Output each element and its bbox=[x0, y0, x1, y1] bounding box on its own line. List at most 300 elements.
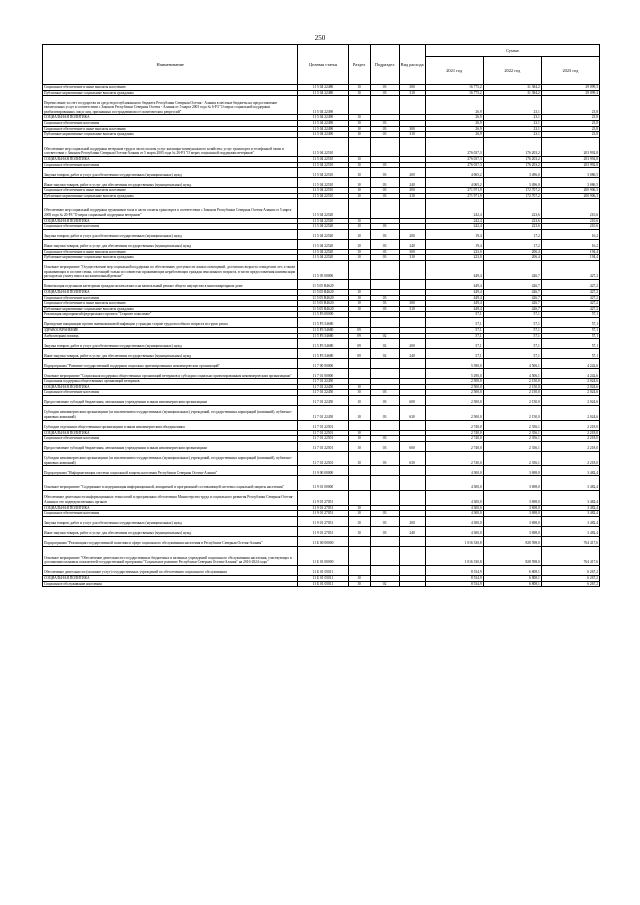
cell-code: 11 5 05 00000 bbox=[298, 260, 348, 279]
table-row bbox=[43, 451, 600, 466]
cell-y3: 427,2 bbox=[541, 301, 599, 307]
cell-kind bbox=[399, 536, 425, 546]
cell-y3: 2 024,6 bbox=[541, 406, 599, 421]
cell-y3: 3 482,4 bbox=[541, 526, 599, 536]
cell-name: ЗДРАВООХРАНЕНИЕ bbox=[43, 328, 298, 334]
cell-sec: 10 bbox=[348, 526, 370, 536]
cell-y2: 17,2 bbox=[483, 239, 541, 249]
cell-y1: 5 290,0 bbox=[425, 369, 483, 379]
cell-sec: 10 bbox=[348, 218, 370, 224]
header-year-3: 2023 год bbox=[541, 57, 599, 85]
cell-kind bbox=[399, 318, 425, 328]
cell-kind: 300 bbox=[399, 126, 425, 132]
cell-y2: 17,2 bbox=[483, 229, 541, 239]
cell-name: Социальное обеспечение населения bbox=[43, 295, 298, 301]
cell-sec bbox=[348, 565, 370, 575]
cell-name: Публичные нормативные социальные выплаты гражданам bbox=[43, 306, 298, 312]
cell-code: 11 7 01 22501 bbox=[298, 436, 348, 442]
cell-y2: 3 698,0 bbox=[483, 511, 541, 517]
cell-y1: 57,1 bbox=[425, 328, 483, 334]
cell-code: 11 Б 01 05011 bbox=[298, 581, 348, 587]
table-row bbox=[43, 178, 600, 188]
cell-name: Социальное обеспечение населения bbox=[43, 511, 298, 517]
header-sum: Сумма bbox=[425, 45, 599, 57]
cell-y2: 57,1 bbox=[483, 318, 541, 328]
cell-kind: 300 bbox=[399, 249, 425, 255]
cell-kind bbox=[399, 565, 425, 575]
cell-y1: 271 971,9 bbox=[425, 193, 483, 199]
cell-y2: 57,1 bbox=[483, 349, 541, 359]
cell-y2: 3 698,0 bbox=[483, 526, 541, 536]
cell-y3: 3 482,4 bbox=[541, 511, 599, 517]
cell-kind: 300 bbox=[399, 188, 425, 194]
cell-code: 11 5 04 22490 bbox=[298, 115, 348, 121]
table-row bbox=[43, 260, 600, 279]
cell-y3: 2 024,6 bbox=[541, 396, 599, 406]
cell-kind bbox=[399, 369, 425, 379]
cell-code: 11 5 P3 00000 bbox=[298, 312, 348, 318]
cell-code: 11 5 04 22490 bbox=[298, 96, 348, 115]
cell-kind bbox=[399, 490, 425, 505]
cell-kind: 310 bbox=[399, 132, 425, 138]
cell-sec: 10 bbox=[348, 255, 370, 261]
cell-name: СОЦИАЛЬНАЯ ПОЛИТИКА bbox=[43, 115, 298, 121]
cell-y1: 223,0 bbox=[425, 255, 483, 261]
cell-y1: 57,1 bbox=[425, 318, 483, 328]
cell-y3: 3 482,4 bbox=[541, 505, 599, 511]
cell-y2: 2 356,1 bbox=[483, 436, 541, 442]
cell-kind bbox=[399, 581, 425, 587]
cell-y2: 31 384,2 bbox=[483, 85, 541, 91]
cell-y1: 26,9 bbox=[425, 132, 483, 138]
table-row bbox=[43, 526, 600, 536]
cell-y3: 2 218,0 bbox=[541, 430, 599, 436]
cell-sec: 10 bbox=[348, 575, 370, 581]
cell-code: 11 7 01 22501 bbox=[298, 451, 348, 466]
cell-y3: 3 482,4 bbox=[541, 516, 599, 526]
cell-y3: 427,2 bbox=[541, 280, 599, 290]
cell-y2: 57,1 bbox=[483, 328, 541, 334]
cell-sec: 10 bbox=[348, 384, 370, 390]
cell-y2: 2 356,1 bbox=[483, 420, 541, 430]
cell-y3: 2 024,6 bbox=[541, 390, 599, 396]
cell-sub bbox=[370, 476, 399, 491]
cell-sub bbox=[370, 420, 399, 430]
table-row bbox=[43, 490, 600, 505]
cell-y1: 16 775,2 bbox=[425, 90, 483, 96]
table-row bbox=[43, 476, 600, 491]
cell-kind bbox=[399, 420, 425, 430]
cell-code: 11 5 04 22510 bbox=[298, 178, 348, 188]
cell-y2: 6 808,1 bbox=[483, 575, 541, 581]
cell-sec: 10 bbox=[348, 390, 370, 396]
table-row bbox=[43, 349, 600, 359]
cell-y1: 276 037,3 bbox=[425, 162, 483, 168]
table-row bbox=[43, 581, 600, 587]
cell-code: 11 9 00 00000 bbox=[298, 466, 348, 476]
cell-name: СОЦИАЛЬНАЯ ПОЛИТИКА bbox=[43, 290, 298, 296]
cell-sec: 10 bbox=[348, 301, 370, 307]
cell-code: 11 Б 00 00000 bbox=[298, 536, 348, 546]
cell-sub bbox=[370, 536, 399, 546]
cell-y1: 4 300,0 bbox=[425, 490, 483, 505]
cell-code: 11 5 04 22510 bbox=[298, 168, 348, 178]
cell-y3: 2 024,6 bbox=[541, 379, 599, 385]
cell-y1: 242,4 bbox=[425, 224, 483, 230]
cell-sub: 03 bbox=[370, 390, 399, 396]
cell-sub: 03 bbox=[370, 301, 399, 307]
cell-y3: 200 906,3 bbox=[541, 188, 599, 194]
cell-name: Проведение вакцинации против пневмококковой инфекции у граждан старше трудоспособного возраста из групп риска bbox=[43, 318, 298, 328]
cell-name: Социальное обеспечение и иные выплаты населению bbox=[43, 301, 298, 307]
cell-sub bbox=[370, 318, 399, 328]
cell-sub bbox=[370, 280, 399, 290]
cell-sub: 03 bbox=[370, 441, 399, 451]
cell-y1: 2 740,0 bbox=[425, 451, 483, 466]
cell-sec: 10 bbox=[348, 290, 370, 296]
cell-name: Публичные нормативные социальные выплаты гражданам bbox=[43, 90, 298, 96]
cell-y2: 57,1 bbox=[483, 339, 541, 349]
cell-sub bbox=[370, 369, 399, 379]
table-row bbox=[43, 137, 600, 156]
cell-y2: 426,7 bbox=[483, 301, 541, 307]
cell-name: Закупка товаров, работ и услуг для обеспечения государственных (муниципальных) нужд bbox=[43, 229, 298, 239]
table-row bbox=[43, 406, 600, 421]
cell-kind: 300 bbox=[399, 85, 425, 91]
cell-sub: 03 bbox=[370, 249, 399, 255]
cell-sec bbox=[348, 359, 370, 369]
cell-code: 11 5 P3 54680 bbox=[298, 349, 348, 359]
cell-code: 11 9 01 00000 bbox=[298, 476, 348, 491]
table-row bbox=[43, 318, 600, 328]
cell-y1: 57,1 bbox=[425, 312, 483, 318]
cell-name: Закупка товаров, работ и услуг для обеспечения государственных (муниципальных) нужд bbox=[43, 339, 298, 349]
cell-y2: 172 707,2 bbox=[483, 193, 541, 199]
cell-sec: 10 bbox=[348, 295, 370, 301]
cell-y2: 3 496,0 bbox=[483, 168, 541, 178]
page-number: 250 bbox=[314, 34, 326, 42]
cell-y3: 210,6 bbox=[541, 224, 599, 230]
cell-name: Амбулаторная помощь bbox=[43, 333, 298, 339]
cell-name: СОЦИАЛЬНАЯ ПОЛИТИКА bbox=[43, 575, 298, 581]
cell-y2: 426,7 bbox=[483, 260, 541, 279]
cell-kind: 300 bbox=[399, 301, 425, 307]
cell-sec: 09 bbox=[348, 339, 370, 349]
cell-code: 11 5 04 22490 bbox=[298, 126, 348, 132]
cell-name: Публичные нормативные социальные выплаты гражданам bbox=[43, 132, 298, 138]
cell-y2: 2 150,0 bbox=[483, 384, 541, 390]
cell-y2: 2 356,1 bbox=[483, 430, 541, 436]
cell-sub: 03 bbox=[370, 511, 399, 517]
cell-code: 11 5 04 22520 bbox=[298, 229, 348, 239]
cell-y2: 828 598,0 bbox=[483, 546, 541, 565]
cell-code: 11 7 01 22450 bbox=[298, 384, 348, 390]
cell-kind bbox=[399, 546, 425, 565]
cell-sec: 10 bbox=[348, 430, 370, 436]
cell-y2: 223,6 bbox=[483, 218, 541, 224]
cell-name: Закупка товаров, работ и услуг для обеспечения государственных (муниципальных) нужд bbox=[43, 168, 298, 178]
cell-sub: 02 bbox=[370, 333, 399, 339]
cell-name: Иные закупки товаров, работ и услуг для обеспечения государственных (муниципальных) нужд bbox=[43, 178, 298, 188]
cell-name: СОЦИАЛЬНАЯ ПОЛИТИКА bbox=[43, 430, 298, 436]
cell-kind: 630 bbox=[399, 451, 425, 466]
cell-y2: 2 356,1 bbox=[483, 441, 541, 451]
cell-sec bbox=[348, 280, 370, 290]
cell-code: 11 9 01 27051 bbox=[298, 505, 348, 511]
cell-sec bbox=[348, 546, 370, 565]
cell-kind: 600 bbox=[399, 441, 425, 451]
cell-y1: 2 500,0 bbox=[425, 379, 483, 385]
cell-sec bbox=[348, 536, 370, 546]
cell-sec: 10 bbox=[348, 396, 370, 406]
cell-sec bbox=[348, 490, 370, 505]
cell-code: 11 7 01 22450 bbox=[298, 396, 348, 406]
cell-y2: 176 203,2 bbox=[483, 137, 541, 156]
cell-name: Закупка товаров, работ и услуг для обеспечения государственных (муниципальных) нужд bbox=[43, 516, 298, 526]
cell-y1: 449,4 bbox=[425, 290, 483, 296]
cell-name: Предоставление субсидий бюджетным, автономным учреждениям и иным некоммерческим организациям bbox=[43, 441, 298, 451]
cell-y3: 57,1 bbox=[541, 349, 599, 359]
cell-y2: 2 150,0 bbox=[483, 390, 541, 396]
cell-name: Обеспечение деятельности (оказание услуг) государственных учреждений по обеспечению социального обслуживания bbox=[43, 565, 298, 575]
cell-y2: 3 698,0 bbox=[483, 490, 541, 505]
table-row bbox=[43, 96, 600, 115]
cell-code: 11 9 01 27051 bbox=[298, 511, 348, 517]
table-row bbox=[43, 199, 600, 218]
cell-y3: 23,8 bbox=[541, 132, 599, 138]
cell-y2: 223,6 bbox=[483, 224, 541, 230]
cell-sub: 03 bbox=[370, 90, 399, 96]
cell-y3: 57,1 bbox=[541, 339, 599, 349]
cell-kind: 630 bbox=[399, 406, 425, 421]
cell-sec: 10 bbox=[348, 162, 370, 168]
cell-kind: 240 bbox=[399, 526, 425, 536]
cell-y3: 6 267,2 bbox=[541, 581, 599, 587]
cell-y2: 3 496,0 bbox=[483, 178, 541, 188]
cell-sec bbox=[348, 199, 370, 218]
cell-sub: 03 bbox=[370, 406, 399, 421]
cell-y3: 200 906,3 bbox=[541, 193, 599, 199]
cell-code: 11 5 05 R4620 bbox=[298, 301, 348, 307]
cell-kind: 600 bbox=[399, 396, 425, 406]
cell-name: Основное мероприятие "Содержание и модернизация информационной, аппаратной и программной составляющей системы социальной защиты населения" bbox=[43, 476, 298, 491]
cell-y3: 4 242,6 bbox=[541, 369, 599, 379]
cell-sec: 10 bbox=[348, 126, 370, 132]
cell-kind: 200 bbox=[399, 516, 425, 526]
budget-table bbox=[42, 44, 600, 587]
cell-kind: 200 bbox=[399, 168, 425, 178]
cell-sec: 10 bbox=[348, 516, 370, 526]
cell-name: Основное мероприятие "Социальная поддержка общественных организаций ветеранов и субсидии социально ориентированным некоммерческим организациям" bbox=[43, 369, 298, 379]
cell-kind: 200 bbox=[399, 229, 425, 239]
cell-y1: 26,9 bbox=[425, 126, 483, 132]
cell-y1: 26,9 bbox=[425, 120, 483, 126]
cell-y1: 449,4 bbox=[425, 280, 483, 290]
cell-y3: 16,2 bbox=[541, 239, 599, 249]
cell-code: 11 5 P3 54680 bbox=[298, 318, 348, 328]
cell-name: Социальное обеспечение населения bbox=[43, 224, 298, 230]
cell-y1: 449,4 bbox=[425, 301, 483, 307]
cell-sub: 02 bbox=[370, 349, 399, 359]
cell-sub: 03 bbox=[370, 168, 399, 178]
cell-y2: 3 698,0 bbox=[483, 505, 541, 511]
cell-y1: 5 390,0 bbox=[425, 359, 483, 369]
cell-y1: 276 037,3 bbox=[425, 156, 483, 162]
cell-y3: 29 099,3 bbox=[541, 85, 599, 91]
cell-name: Подпрограмма "Реализация государственной политики в сфере социального обслуживания населения в Республике Северная Осетия-Алания" bbox=[43, 536, 298, 546]
cell-sec: 10 bbox=[348, 249, 370, 255]
cell-y2: 206,4 bbox=[483, 249, 541, 255]
cell-name: Подпрограмма "Информатизация системы социальной защиты населения Республики Северная Осетия-Алания" bbox=[43, 466, 298, 476]
cell-code: 11 5 04 22510 bbox=[298, 188, 348, 194]
cell-code: 11 7 01 22501 bbox=[298, 430, 348, 436]
cell-code: 11 5 04 22510 bbox=[298, 193, 348, 199]
cell-y1: 4 065,2 bbox=[425, 168, 483, 178]
cell-y3: 194,4 bbox=[541, 249, 599, 255]
cell-code: 11 5 P3 54680 bbox=[298, 328, 348, 334]
cell-y3: 23,8 bbox=[541, 126, 599, 132]
cell-code: 11 5 05 R4620 bbox=[298, 295, 348, 301]
cell-y1: 271 971,9 bbox=[425, 188, 483, 194]
cell-kind bbox=[399, 199, 425, 218]
cell-y3: 3 086,5 bbox=[541, 178, 599, 188]
cell-sub: 03 bbox=[370, 178, 399, 188]
cell-name: Иные закупки товаров, работ и услуг для обеспечения государственных (муниципальных) нужд bbox=[43, 239, 298, 249]
cell-sub bbox=[370, 260, 399, 279]
cell-sub: 03 bbox=[370, 188, 399, 194]
cell-kind bbox=[399, 476, 425, 491]
cell-sec bbox=[348, 137, 370, 156]
cell-y1: 57,1 bbox=[425, 339, 483, 349]
cell-name: Субсидии некоммерческим организациям (за исключением государственных (муниципальных) учреждений, государственных корпораций (компаний), публично-правовых компаний) bbox=[43, 406, 298, 421]
cell-y1: 19,4 bbox=[425, 239, 483, 249]
cell-sec: 10 bbox=[348, 156, 370, 162]
cell-y3: 2 024,6 bbox=[541, 384, 599, 390]
cell-name: Социальное обеспечение населения bbox=[43, 436, 298, 442]
cell-y3: 3 482,4 bbox=[541, 466, 599, 476]
cell-sec: 10 bbox=[348, 306, 370, 312]
cell-name: Основное мероприятие "Осуществление мер социальной поддержки по обеспечению доступности жилых помещений, достигших возраста семидесяти лет, а также проживающих в составе семьи, состоящей только из совместно проживающих неработающих граждан пенсионного возраста, в части предоставления компенсации расходов на уплату взноса на капитальный ремонт" bbox=[43, 260, 298, 279]
header-kind: Вид расхода bbox=[399, 45, 425, 85]
cell-sub: 03 bbox=[370, 239, 399, 249]
cell-sub: 03 bbox=[370, 132, 399, 138]
cell-y1: 8 534,9 bbox=[425, 565, 483, 575]
cell-y1: 2 500,0 bbox=[425, 406, 483, 421]
header-name: Наименование bbox=[43, 45, 298, 85]
cell-code: 11 5 04 22520 bbox=[298, 255, 348, 261]
cell-y2: 4 506,1 bbox=[483, 369, 541, 379]
cell-sec: 10 bbox=[348, 406, 370, 421]
cell-code: 11 5 04 22510 bbox=[298, 162, 348, 168]
cell-sub: 03 bbox=[370, 120, 399, 126]
cell-y1: 2 740,0 bbox=[425, 430, 483, 436]
cell-y1: 449,4 bbox=[425, 295, 483, 301]
cell-code: 11 5 04 22510 bbox=[298, 137, 348, 156]
cell-name: Обеспечение деятельности информационных технологий и программных обеспечения Министерства труда и социального развития Республики Северная Осетия-Алания и его подведомственных органов bbox=[43, 490, 298, 505]
cell-y2: 426,7 bbox=[483, 295, 541, 301]
cell-name: Субсидии некоммерческим организациям (за исключением государственных (муниципальных) учреждений, государственных корпораций (компаний), публично-правовых компаний) bbox=[43, 451, 298, 466]
cell-sec: 10 bbox=[348, 178, 370, 188]
cell-name: Иные закупки товаров, работ и услуг для обеспечения государственных (муниципальных) нужд bbox=[43, 349, 298, 359]
cell-y2: 2 150,0 bbox=[483, 396, 541, 406]
cell-y2: 23,1 bbox=[483, 120, 541, 126]
cell-y2: 2 150,0 bbox=[483, 379, 541, 385]
cell-sec: 10 bbox=[348, 132, 370, 138]
cell-sec: 09 bbox=[348, 333, 370, 339]
cell-name: Социальная поддержка общественных организаций ветеранов bbox=[43, 379, 298, 385]
cell-y1: 223,0 bbox=[425, 249, 483, 255]
cell-y2: 2 356,1 bbox=[483, 451, 541, 466]
table-row bbox=[43, 516, 600, 526]
cell-y3: 3 482,4 bbox=[541, 490, 599, 505]
cell-y1: 1 016 330,8 bbox=[425, 536, 483, 546]
cell-y1: 57,1 bbox=[425, 333, 483, 339]
cell-sub: 02 bbox=[370, 339, 399, 349]
header-subsection: Подраздел bbox=[370, 45, 399, 85]
cell-y2: 6 808,1 bbox=[483, 565, 541, 575]
cell-y3: 4 242,6 bbox=[541, 359, 599, 369]
cell-kind: 240 bbox=[399, 239, 425, 249]
cell-y2: 206,4 bbox=[483, 255, 541, 261]
cell-y1: 2 500,0 bbox=[425, 396, 483, 406]
cell-name: Предоставление субсидий бюджетным, автономным учреждениям и иным некоммерческим организациям bbox=[43, 396, 298, 406]
cell-sec bbox=[348, 260, 370, 279]
cell-sub bbox=[370, 199, 399, 218]
cell-sec: 10 bbox=[348, 188, 370, 194]
cell-name: СОЦИАЛЬНАЯ ПОЛИТИКА bbox=[43, 218, 298, 224]
cell-y3: 57,1 bbox=[541, 318, 599, 328]
table-row bbox=[43, 229, 600, 239]
cell-sec: 09 bbox=[348, 328, 370, 334]
cell-y3: 427,2 bbox=[541, 306, 599, 312]
cell-sec: 10 bbox=[348, 85, 370, 91]
header-year-1: 2021 год bbox=[425, 57, 483, 85]
cell-y2: 57,1 bbox=[483, 333, 541, 339]
cell-y3: 23,8 bbox=[541, 120, 599, 126]
cell-code: 11 Б 01 00000 bbox=[298, 546, 348, 565]
cell-y3: 194,4 bbox=[541, 255, 599, 261]
cell-code: 11 9 01 27051 bbox=[298, 516, 348, 526]
cell-name: СОЦИАЛЬНАЯ ПОЛИТИКА bbox=[43, 505, 298, 511]
cell-kind: 310 bbox=[399, 255, 425, 261]
cell-sub bbox=[370, 546, 399, 565]
cell-y2: 23,1 bbox=[483, 115, 541, 121]
header-code: Целевая статья bbox=[298, 45, 348, 85]
cell-y1: 8 534,9 bbox=[425, 581, 483, 587]
cell-y3: 427,2 bbox=[541, 260, 599, 279]
cell-y3: 16,2 bbox=[541, 229, 599, 239]
cell-sec: 10 bbox=[348, 224, 370, 230]
cell-y2: 828 598,0 bbox=[483, 536, 541, 546]
cell-y1: 16 775,2 bbox=[425, 85, 483, 91]
cell-sec: 10 bbox=[348, 168, 370, 178]
cell-y3: 23,8 bbox=[541, 115, 599, 121]
cell-y1: 242,4 bbox=[425, 199, 483, 218]
cell-code: 11 5 P3 54680 bbox=[298, 333, 348, 339]
cell-y3: 2 218,0 bbox=[541, 436, 599, 442]
cell-name: СОЦИАЛЬНАЯ ПОЛИТИКА bbox=[43, 156, 298, 162]
cell-name: Социальное обеспечение и иные выплаты населению bbox=[43, 85, 298, 91]
cell-kind: 310 bbox=[399, 90, 425, 96]
cell-name: Иные закупки товаров, работ и услуг для обеспечения государственных (муниципальных) нужд bbox=[43, 526, 298, 536]
cell-y3: 2 218,0 bbox=[541, 441, 599, 451]
cell-code: 11 5 04 22490 bbox=[298, 120, 348, 126]
cell-kind: 310 bbox=[399, 306, 425, 312]
cell-code: 11 7 01 00000 bbox=[298, 369, 348, 379]
cell-y3: 764 417,6 bbox=[541, 536, 599, 546]
cell-y2: 57,1 bbox=[483, 312, 541, 318]
cell-sec: 10 bbox=[348, 115, 370, 121]
